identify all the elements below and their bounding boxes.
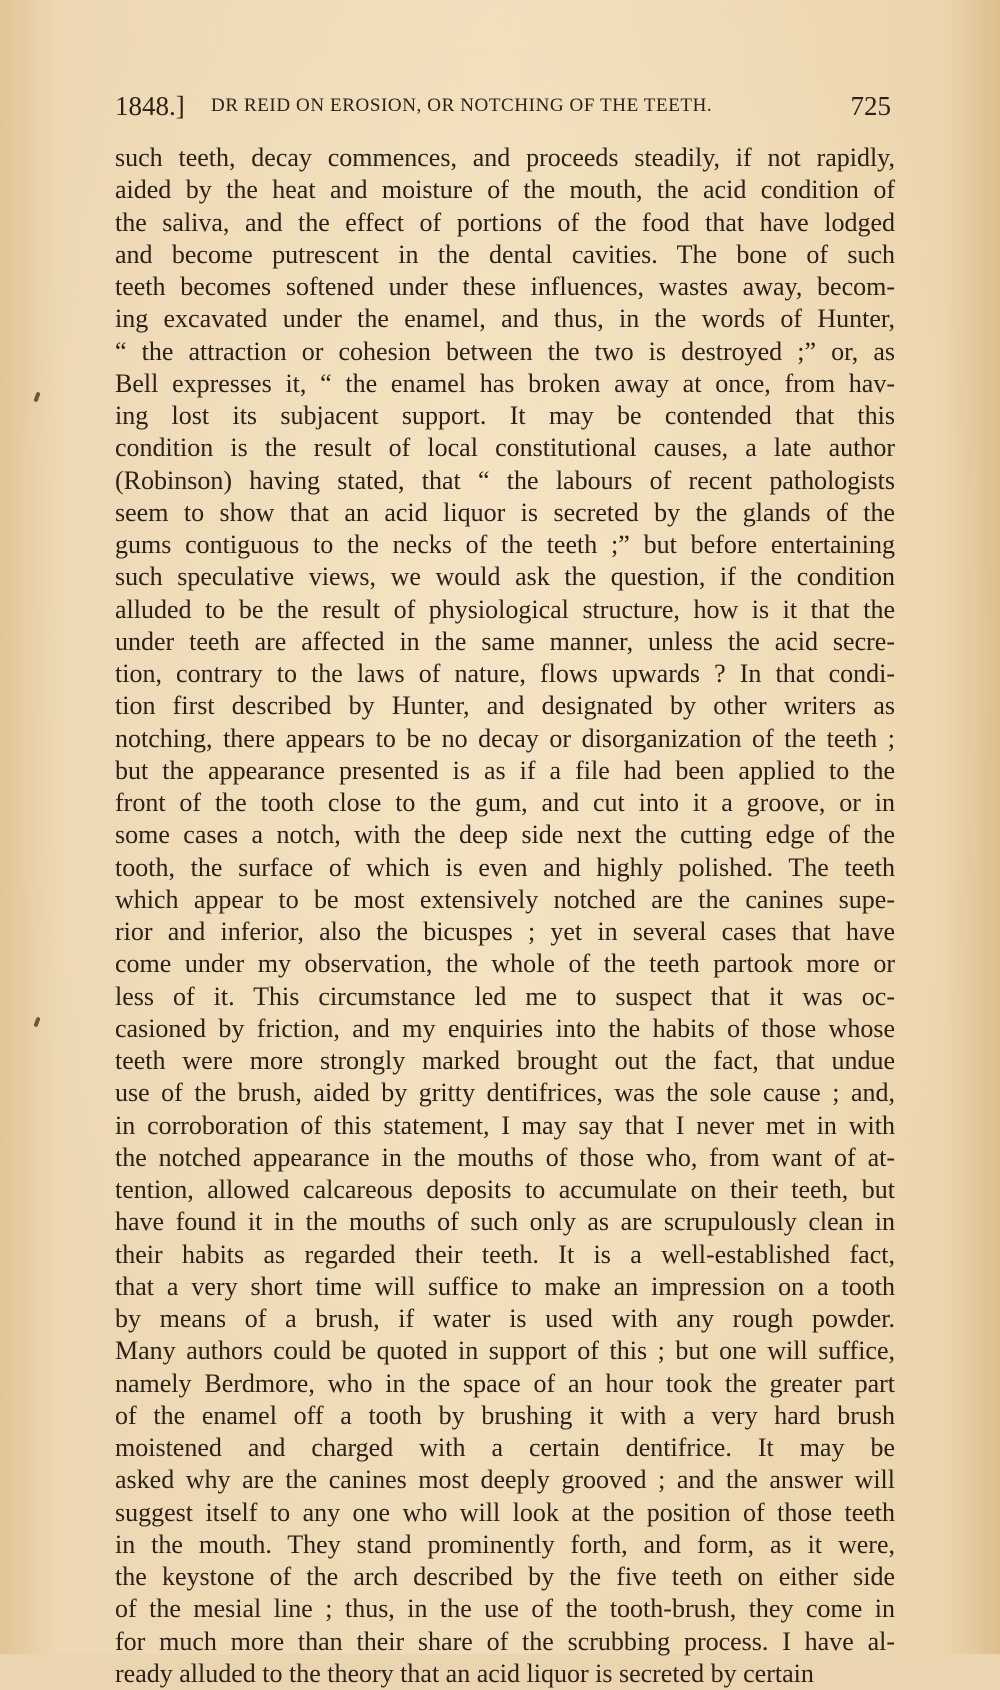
text-line: such speculative views, we would ask the question, if the condition xyxy=(115,562,895,592)
text-line: such teeth, decay commences, and proceeds steadily, if not rapidly, xyxy=(115,143,895,172)
text-line: casioned by friction, and my enquiries into the habits of those whose xyxy=(115,1013,895,1043)
text-line: teeth were more strongly marked brought out the fact, that undue xyxy=(115,1046,895,1075)
text-line: tion first described by Hunter, and designated by other writers as xyxy=(115,691,895,721)
text-line: (Robinson) having stated, that “ the labours of recent pathologists xyxy=(115,465,895,495)
text-line: aided by the heat and moisture of the mouth, the acid condition of xyxy=(115,175,895,205)
text-line: front of the tooth close to the gum, and cut into it a groove, or in xyxy=(115,788,895,817)
margin-mark xyxy=(33,1017,40,1028)
text-line: tention, allowed calcareous deposits to accumulate on their teeth, but xyxy=(115,1175,895,1204)
margin-mark xyxy=(33,392,40,403)
text-line: teeth becomes softened under these influences, wastes away, becom- xyxy=(115,272,895,301)
text-line: some cases a notch, with the deep side next the cutting edge of the xyxy=(115,820,895,850)
text-line: and become putrescent in the dental cavities. The bone of such xyxy=(115,239,895,269)
text-line: less of it. This circumstance led me to suspect that it was oc- xyxy=(115,981,895,1011)
text-line: suggest itself to any one who will look at the position of those teeth xyxy=(115,1497,895,1527)
text-line: but the appearance presented is as if a file had been applied to the xyxy=(115,755,895,785)
running-header xyxy=(115,86,891,126)
text-line: of the mesial line ; thus, in the use of the tooth-brush, they come in xyxy=(115,1594,895,1624)
text-line: under teeth are affected in the same manner, unless the acid secre- xyxy=(115,626,895,656)
text-line: in corroboration of this statement, I may say that I never met in with xyxy=(115,1110,895,1140)
text-line: asked why are the canines most deeply grooved ; and the answer will xyxy=(115,1465,895,1495)
text-line: use of the brush, aided by gritty dentifrices, was the sole cause ; and, xyxy=(115,1078,895,1108)
text-line: the saliva, and the effect of portions of the food that have lodged xyxy=(115,207,895,237)
page-number: 725 xyxy=(850,91,891,121)
text-line: tooth, the surface of which is even and highly polished. The teeth xyxy=(115,852,895,882)
text-line: Bell expresses it, “ the enamel has broken away at once, from hav- xyxy=(115,368,895,398)
text-line: Many authors could be quoted in support of this ; but one will suffice, xyxy=(115,1336,895,1366)
text-line: the keystone of the arch described by the five teeth on either side xyxy=(115,1562,895,1591)
text-line: alluded to be the result of physiological structure, how is it that the xyxy=(115,594,895,624)
text-line: the notched appearance in the mouths of those who, from want of at- xyxy=(115,1142,895,1172)
text-line: ing lost its subjacent support. It may be contended that this xyxy=(115,401,895,430)
text-line: notching, there appears to be no decay or disorganization of the teeth ; xyxy=(115,723,895,753)
text-line: namely Berdmore, who in the space of an hour took the greater part xyxy=(115,1368,895,1398)
text-line: ready alluded to the theory that an acid liquor is secreted by certain xyxy=(115,1658,814,1688)
text-line: have found it in the mouths of such only as are scrupulously clean in xyxy=(115,1207,895,1237)
text-line: which appear to be most extensively notched are the canines supe- xyxy=(115,884,895,914)
text-line: of the enamel off a tooth by brushing it with a very hard brush xyxy=(115,1400,895,1430)
text-line: their habits as regarded their teeth. It is a well-established fact, xyxy=(115,1239,895,1269)
text-line: “ the attraction or cohesion between the two is destroyed ;” or, as xyxy=(115,336,895,366)
text-line: for much more than their share of the scrubbing process. I have al- xyxy=(115,1626,895,1656)
text-line: condition is the result of local constitutional causes, a late author xyxy=(115,433,895,463)
text-line: seem to show that an acid liquor is secreted by the glands of the xyxy=(115,497,895,527)
text-line: that a very short time will suffice to make an impression on a tooth xyxy=(115,1271,895,1301)
text-line: tion, contrary to the laws of nature, flows upwards ? In that condi- xyxy=(115,659,895,688)
body-text xyxy=(115,142,895,1690)
text-line: by means of a brush, if water is used with any rough powder. xyxy=(115,1304,895,1333)
header-title: DR REID ON EROSION, OR NOTCHING OF THE TEETH. xyxy=(211,95,713,116)
text-line: moistened and charged with a certain dentifrice. It may be xyxy=(115,1433,895,1462)
header-year: 1848.] xyxy=(115,91,185,121)
text-line: rior and inferior, also the bicuspes ; yet in several cases that have xyxy=(115,917,895,946)
text-line: gums contiguous to the necks of the teeth ;” but before entertaining xyxy=(115,530,895,559)
text-line: ing excavated under the enamel, and thus, in the words of Hunter, xyxy=(115,304,895,334)
text-line: in the mouth. They stand prominently forth, and form, as it were, xyxy=(115,1529,895,1559)
text-line: come under my observation, the whole of the teeth partook more or xyxy=(115,949,895,979)
